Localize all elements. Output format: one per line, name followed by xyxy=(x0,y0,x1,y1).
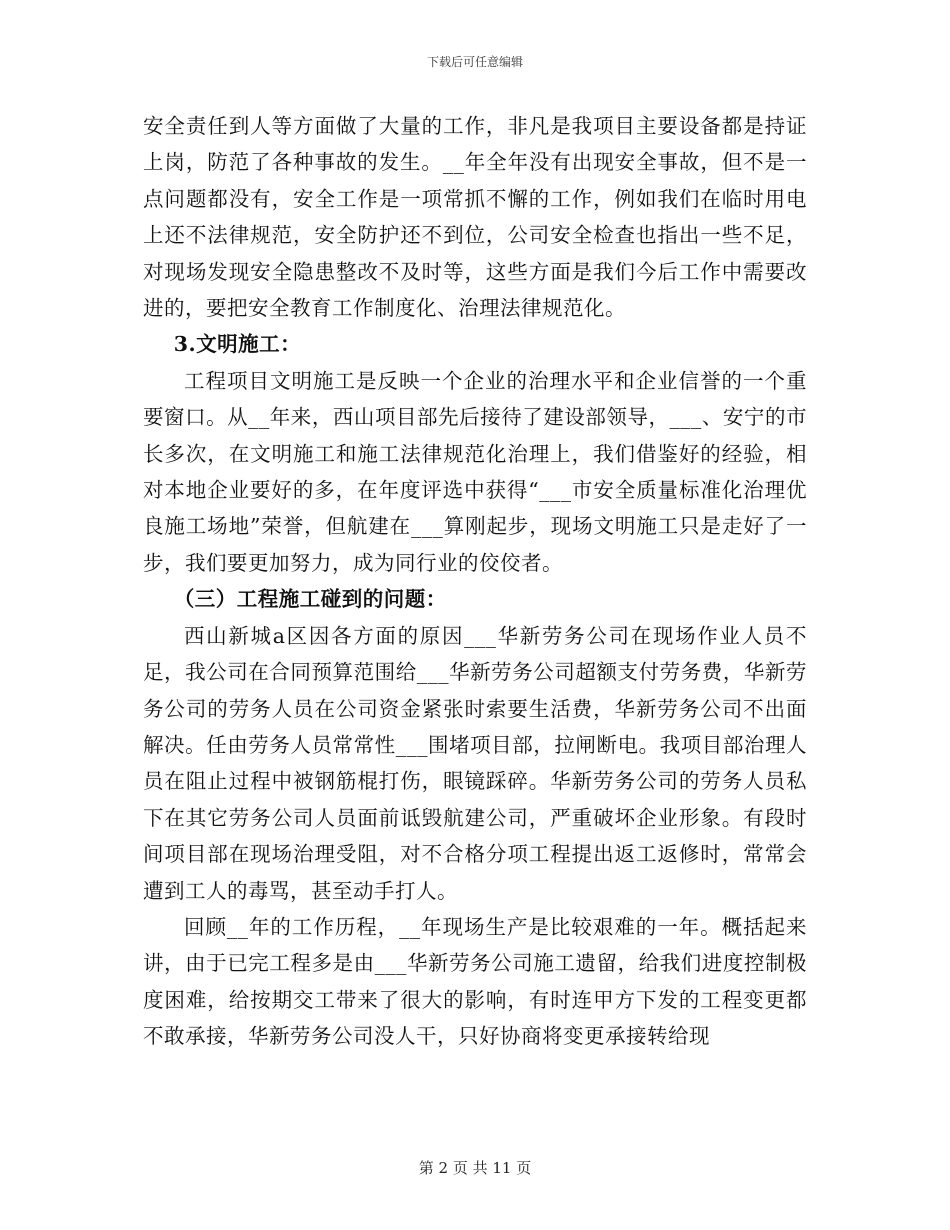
paragraph-year-review: 回顾__年的工作历程，__年现场生产是比较艰难的一年。概括起来讲，由于已完工程多是由___华新劳务公司施工遗留，给我们进度控制极度困难，给按期交工带来了很大的影响，有时连甲方下发的工程变更都不敢承接，华新劳务公司没人干，只好协商将变更承接转给现 xyxy=(143,914,807,1049)
heading-construction-problems: （三）工程施工碰到的问题： xyxy=(173,587,447,612)
document-body xyxy=(143,108,807,1055)
heading-civilized-construction: 3.文明施工： xyxy=(173,332,302,357)
paragraph-civilized-construction: 工程项目文明施工是反映一个企业的治理水平和企业信誉的一个重要窗口。从__年来，西山项目部先后接待了建设部领导，___、安宁的市长多次，在文明施工和施工法律规范化治理上，我们借鉴好的经验，相对本地企业要好的多，在年度评选中获得“___市安全质量标准化治理优良施工场地”荣誉，但航建在___算刚起步，现场文明施工只是走好了一步，我们要更加努力，成为同行业的佼佼者。 xyxy=(143,368,807,575)
paragraph-labor-company-issues: 西山新城a区因各方面的原因___华新劳务公司在现场作业人员不足，我公司在合同预算范围给___华新劳务公司超额支付劳务费，华新劳务公司的劳务人员在公司资金紧张时索要生活费，华新劳务公司不出面解决。任由劳务人员常常性___围堵项目部，拉闸断电。我项目部治理人员在阻止过程中被钢筋棍打伤，眼镜踩碎。华新劳务公司的劳务人员私下在其它劳务公司人员面前诋毁航建公司，严重破坏企业形象。有段时间项目部在现场治理受阻，对不合格分项工程提出返工返修时，常常会遭到工人的毒骂，甚至动手打人。 xyxy=(143,623,807,903)
paragraph-safety-responsibility: 安全责任到人等方面做了大量的工作，非凡是我项目主要设备都是持证上岗，防范了各种事故的发生。__年全年没有出现安全事故，但不是一点问题都没有，安全工作是一项常抓不懈的工作，例如我们在临时用电上还不法律规范，安全防护还不到位，公司安全检查也指出一些不足，对现场发现安全隐患整改不及时等，这些方面是我们今后工作中需要改进的，要把安全教育工作制度化、治理法律规范化。 xyxy=(143,114,807,321)
page-number-footer: 第 2 页 共 11 页 xyxy=(418,1159,532,1177)
page-header: 下载后可任意编辑 xyxy=(426,55,523,69)
